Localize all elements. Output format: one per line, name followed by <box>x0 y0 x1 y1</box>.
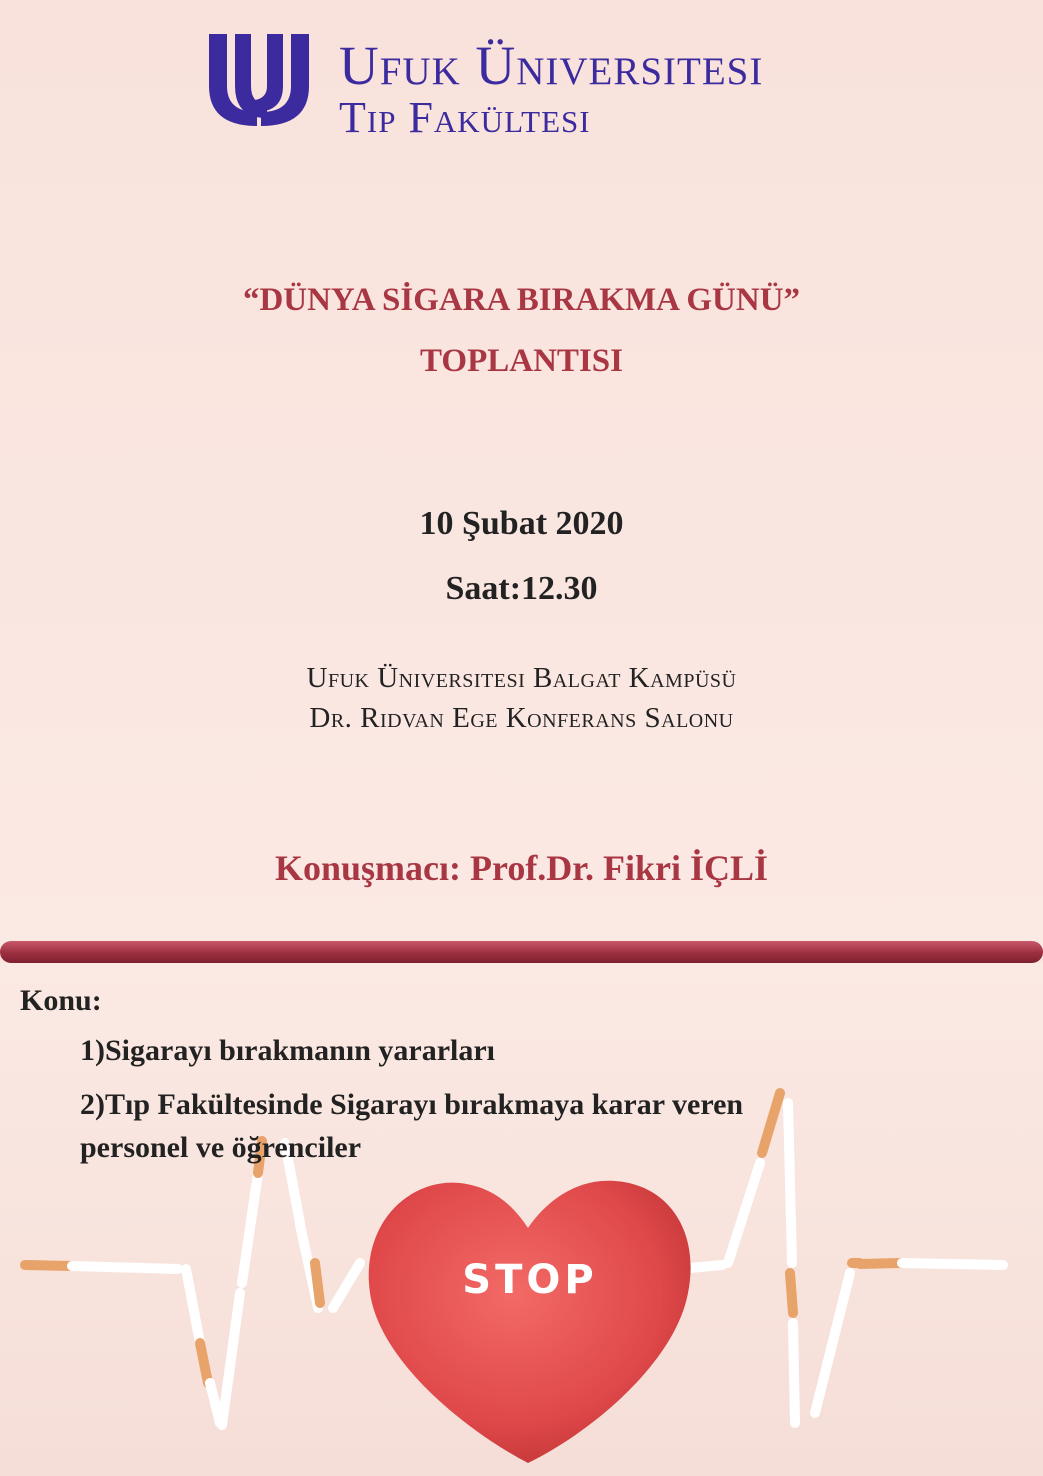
university-logo <box>205 28 845 142</box>
event-date: 10 Şubat 2020 <box>419 505 624 542</box>
topic-item-2-continued: personel ve öğrenciler <box>80 1131 362 1164</box>
event-subtitle: TOPLANTISI <box>420 343 623 379</box>
divider-bar <box>0 941 1043 963</box>
university-name: Ufuk Üniversitesi <box>339 35 764 96</box>
speaker: Konuşmacı: Prof.Dr. Fikri İÇLİ <box>274 848 768 888</box>
event-title: “DÜNYA SİGARA BIRAKMA GÜNÜ” <box>242 282 801 318</box>
venue-hall: Dr. Rıdvan Ege Konferans Salonu <box>309 702 734 734</box>
event-time: Saat:12.30 <box>445 570 598 607</box>
heart-icon <box>369 1181 691 1463</box>
topic-item-2: 2)Tıp Fakültesinde Sigarayı bırakmaya karar veren <box>80 1088 744 1121</box>
topic-item-1: 1)Sigarayı bırakmanın yararları <box>80 1034 495 1067</box>
venue-campus: Ufuk Üniversitesi Balgat Kampüsü <box>306 662 737 694</box>
topics-label: Konu: <box>20 984 102 1017</box>
ufuk-logo-icon <box>205 28 313 128</box>
heart-stop-text: STOP <box>462 1257 598 1303</box>
faculty-name: Tıp Fakültesi <box>339 93 591 142</box>
